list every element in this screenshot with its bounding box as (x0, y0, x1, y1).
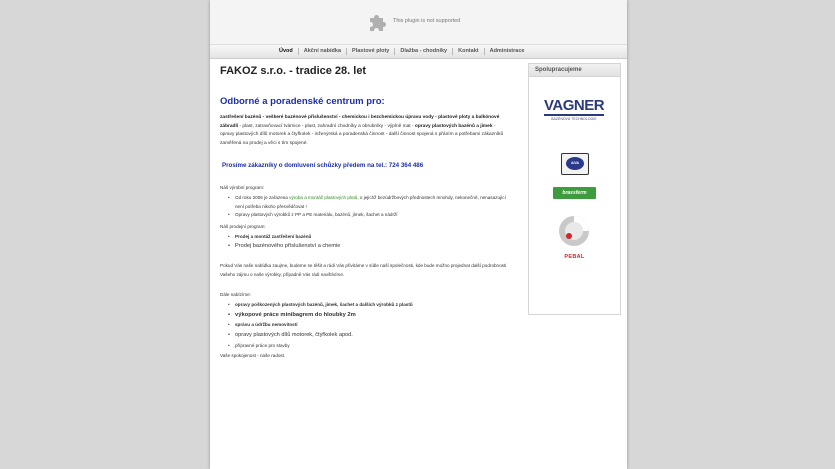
intro-bold-1: zastřešení bazénů - veškeré bazénové příslušenství - chemickou i bezchemickou úpravu vody - plastové ploty a balkónové zábradlí (220, 115, 500, 129)
list-item (227, 194, 512, 211)
list-item: • výkopové práce minibagrem do hloubky 2m (227, 310, 512, 320)
aiva-logo-text: AIVA (566, 157, 584, 170)
intro-paragraph (220, 114, 510, 148)
call-to-action: Prosíme zákazníky o domluvení schůzky předem na tel.: 724 364 486 (222, 162, 424, 169)
vagner-tagline: BAZÉNOVÁ TECHNOLOGIE (551, 117, 597, 121)
sales-heading: Náš prodejní program: (220, 224, 266, 229)
sales-list (227, 233, 512, 250)
main-navigation (210, 44, 627, 59)
list-item: • přípravné práce pro stavby (227, 340, 512, 351)
offer-list (227, 301, 512, 351)
pebal-emblem-icon (556, 215, 593, 249)
page-container (210, 0, 627, 469)
list-item: • Prodej bazénového příslušenství a chemie (227, 242, 512, 251)
vagner-logo[interactable] (544, 98, 604, 121)
list-item: • správu a údržbu nemovitostí (227, 320, 512, 330)
plugin-placeholder (210, 0, 627, 44)
pebal-logo-text: PEBAL (564, 254, 585, 260)
plastic-fences-link[interactable]: výroba a montáž plastových plotů (289, 195, 358, 200)
nav-item-uvod[interactable]: Úvod (274, 48, 299, 55)
closing-text: Vaše spokojenost - naše radost. (220, 353, 286, 358)
production-item1-text: Od roku 2006 je zařazena (235, 195, 290, 200)
nav-item-administrace[interactable]: Administrace (489, 48, 525, 54)
nav-item-akcni-nabidka[interactable]: Akční nabídka (299, 48, 347, 55)
vagner-logo-text: VAGNER (544, 97, 605, 114)
brassferm-logo[interactable]: brassferm (553, 187, 596, 199)
intro-text-2: - opravy plastových dílů motorek a čtyřkolek - inženýrská a poradenská činnost - další činnost spojená s přáním a potřebami zákazníků zaměřená na prodej a věci s tím spojené. (220, 123, 504, 146)
nav-item-kontakt[interactable]: Kontakt (453, 48, 484, 55)
aiva-logo[interactable] (561, 153, 589, 175)
pebal-logo[interactable] (556, 215, 593, 260)
interest-paragraph: Pokud Vás naše nabídka zaujme, budeme se těšit a rádi Vás přivítáme v sídle naší společnosti, kde bude možno projednat další podrobnosti Vašeho zájmu o naše výrobky, případně Vás rádi navštívíme. (220, 263, 507, 277)
list-item: • opravy plastových dílů motorek, čtyřkolek apod. (227, 330, 512, 340)
puzzle-piece-icon (367, 12, 387, 32)
sidebar-title: Spolupracujeme (529, 64, 620, 77)
intro-text-1: - plast, zatravňovací tvárnice - plast, zahradní chodníky a obrubníky - výplně mat - (238, 123, 415, 129)
production-item1-rest: , o jejichž bezúdržbových přednostech mnohdy, nekonečně, nenasazující není potřeba nikoho přesvědčovat ! (235, 195, 506, 209)
plugin-message: This plugin is not supported (393, 18, 461, 24)
offer-heading: Dále nabízíme: (220, 292, 251, 297)
nav-item-plastove-ploty[interactable]: Plastové ploty (347, 48, 395, 55)
partners-sidebar (528, 63, 621, 315)
production-heading: Náš výrobní program: (220, 185, 265, 190)
nav-item-dlazba-chodniky[interactable]: Dlažba - chodníky (395, 48, 453, 55)
list-item: • Opravy plastových výrobků z PP a PE materiálu, bazénů, jímek, šachet a nádrží (227, 211, 512, 220)
production-list (227, 194, 512, 220)
list-item: • opravy poškozených plastových bazénů, jímek, šachet a dalších výrobků z plastů (227, 301, 512, 310)
section-subtitle: Odborné a poradenské centrum pro: (220, 96, 385, 107)
page-title: FAKOZ s.r.o. - tradice 28. let (220, 65, 367, 77)
list-item: • Prodej a montáž zastřešení bazénů (227, 233, 512, 242)
intro-bold-2: opravy plastových bazénů a jímek (414, 123, 493, 129)
